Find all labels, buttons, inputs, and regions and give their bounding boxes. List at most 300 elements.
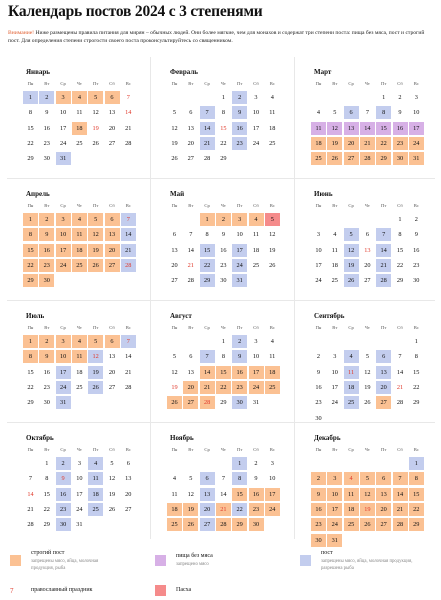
day-cell: 8 [205,231,209,239]
weekday-label: Вс [269,325,275,330]
weekday-label: Вт [44,81,50,86]
weekday-label: Вт [188,325,194,330]
day-cell: 24 [252,139,260,147]
month-6 [295,179,437,299]
day-cell: 22 [23,259,38,272]
day-cell: 17 [76,490,83,498]
day-cell: 13 [187,124,194,132]
weekday-label: Пн [171,325,178,330]
day-cell: 3 [56,91,71,104]
weekday-label: Чт [76,325,82,330]
day-cell: 26 [327,152,342,165]
day-cell: 7 [376,228,391,241]
day-cell: 11 [269,353,276,361]
day-cell: 5 [265,213,280,226]
day-cell: 26 [108,505,116,513]
day-cell: 24 [232,259,247,272]
weekday-label: Сб [109,325,115,330]
intro-body: Ниже размещены правила питания для мирян – обычных людей. Они более мягкие, чем для монахов и содержат три степени поста: пища без мяса, пост и строгий пост. Для определения степени строгости своего поста проконсультируйтесь со священником. [8,30,425,45]
day-cell: 25 [311,152,326,165]
day-cell: 5 [88,335,103,348]
weekday-label: Вс [413,81,419,86]
day-cell: 13 [125,475,132,483]
day-cell: 3 [414,94,418,101]
day-cell: 1 [409,457,424,470]
day-cell: 10 [315,246,322,254]
day-cell: 18 [72,244,87,257]
day-cell: 18 [344,503,359,516]
day-cell: 24 [76,505,83,513]
day-cell: 7 [393,472,408,485]
weekday-label: Чт [220,81,226,86]
weekday-label: Пн [315,203,322,208]
day-cell: 19 [88,244,103,257]
day-cell: 8 [376,106,391,119]
weekday-label: Пт [93,203,99,208]
day-cell: 16 [413,246,420,254]
weekday-label: Ср [348,81,354,86]
day-cell: 17 [315,261,322,269]
day-cell: 18 [252,246,260,254]
day-cell: 19 [364,383,371,391]
day-cell: 10 [331,368,338,376]
day-cell: 4 [172,475,177,483]
day-cell: 5 [360,472,375,485]
day-cell: 27 [108,383,116,391]
day-cell: 29 [409,518,424,531]
day-cell: 23 [393,137,408,150]
day-cell: 26 [360,518,375,531]
day-cell: 25 [72,259,87,272]
day-cell: 15 [23,244,38,257]
day-cell: 10 [252,353,260,361]
day-cell: 26 [364,399,371,407]
day-cell: 14 [125,109,132,117]
day-cell: 28 [393,518,408,531]
day-cell: 15 [396,246,404,254]
day-cell: 14 [393,488,408,501]
day-cell: 29 [200,274,215,287]
day-cell: 18 [167,503,182,516]
day-cell: 12 [269,231,276,239]
day-cell: 3 [77,460,81,467]
weekday-label: Пн [27,325,34,330]
weekday-label: Пн [315,81,322,86]
day-cell: 29 [43,521,50,529]
month-name: Февраль [170,68,198,76]
day-cell: 5 [333,109,337,117]
day-cell: 29 [220,155,227,163]
day-cell: 17 [56,366,71,379]
weekday-label: Чт [220,447,226,452]
month-12 [295,423,437,543]
day-cell: 23 [39,259,54,272]
day-cell: 11 [72,350,87,363]
day-cell: 4 [344,472,359,485]
day-cell: 4 [316,109,321,117]
day-cell: 19 [360,503,375,516]
day-cell: 30 [220,277,227,285]
day-cell: 14 [121,228,136,241]
day-cell: 7 [121,213,136,226]
day-cell: 19 [171,383,178,391]
day-cell: 29 [376,152,391,165]
day-cell: 11 [88,472,103,485]
day-cell: 27 [125,505,132,513]
weekday-label: Сб [109,81,115,86]
day-cell: 6 [365,231,369,239]
day-cell: 27 [344,152,359,165]
day-cell: 3 [56,335,71,348]
day-cell: 3 [316,231,321,239]
day-cell: 15 [409,488,424,501]
day-cell: 2 [398,94,402,101]
day-cell: 5 [344,228,359,241]
day-cell: 5 [88,91,103,104]
day-cell: 27 [200,518,215,531]
day-cell: 11 [331,246,338,254]
weekday-label: Ср [348,325,354,330]
legend-holiday-title: православный праздник [31,587,93,593]
weekday-label: Пт [237,203,243,208]
strict-fast-swatch [10,555,21,566]
day-cell: 24 [265,503,280,516]
weekday-label: Чт [364,81,370,86]
day-cell: 13 [200,488,215,501]
day-cell: 1 [232,457,247,470]
month-name: Июль [26,312,45,320]
weekday-label: Чт [220,203,226,208]
day-cell: 19 [344,259,359,272]
day-cell: 28 [203,155,211,163]
month-name: Март [314,68,332,76]
day-cell: 1 [23,335,38,348]
weekday-label: Вт [188,203,194,208]
day-cell: 31 [252,399,260,407]
day-cell: 11 [344,366,359,379]
day-cell: 8 [414,353,418,361]
day-cell: 7 [398,353,402,361]
day-cell: 28 [216,518,231,531]
day-cell: 25 [265,381,280,394]
day-cell: 10 [59,109,67,117]
weekday-label: Чт [220,325,226,330]
day-cell: 2 [39,335,54,348]
day-cell: 9 [398,109,402,117]
day-cell: 29 [27,399,34,407]
day-cell: 11 [252,231,260,239]
day-cell: 21 [360,137,375,150]
day-cell: 22 [396,261,404,269]
month-7 [7,301,149,421]
weekday-label: Сб [397,325,403,330]
day-cell: 19 [92,124,99,132]
day-cell: 13 [171,246,178,254]
legend-nomeat-title: пища без мяса [176,553,213,559]
day-cell: 18 [331,261,338,269]
month-name: Май [170,190,185,198]
page-title: Календарь постов 2024 с 3 степенями [8,3,263,20]
day-cell: 4 [72,335,87,348]
day-cell: 5 [172,353,177,361]
day-cell: 10 [252,109,260,117]
day-cell: 23 [315,399,322,407]
day-cell: 15 [216,366,231,379]
day-cell: 19 [183,503,198,516]
month-10 [7,423,149,543]
day-cell: 9 [254,475,258,483]
weekday-label: Вт [332,203,338,208]
day-cell: 9 [311,488,326,501]
day-cell: 8 [221,109,225,117]
weekday-label: Ср [204,203,210,208]
day-cell: 7 [200,106,215,119]
legend-fast-title: пост [321,550,333,556]
day-cell: 6 [376,350,391,363]
day-cell: 14 [27,490,34,498]
day-cell: 15 [27,124,34,132]
day-cell: 1 [221,94,225,101]
weekday-label: Сб [253,81,259,86]
day-cell: 9 [232,106,247,119]
day-cell: 6 [105,335,120,348]
day-cell: 4 [270,94,274,101]
weekday-label: Ср [204,447,210,452]
day-cell: 27 [108,139,116,147]
weekday-label: Сб [397,203,403,208]
month-1 [7,57,149,177]
day-cell: 31 [232,274,247,287]
day-cell: 2 [232,91,247,104]
day-cell: 25 [76,139,83,147]
day-cell: 21 [125,368,132,376]
day-cell: 7 [221,475,225,483]
weekday-label: Вт [332,81,338,86]
day-cell: 21 [216,503,231,516]
day-cell: 10 [327,488,342,501]
weekday-label: Пт [237,447,243,452]
day-cell: 27 [376,396,391,409]
day-cell: 12 [88,350,103,363]
day-cell: 1 [23,213,38,226]
month-8 [151,301,293,421]
day-cell: 27 [376,518,391,531]
day-cell: 14 [396,368,404,376]
day-cell: 6 [172,231,177,239]
month-4 [7,179,149,299]
day-cell: 12 [171,368,178,376]
day-cell: 26 [171,155,178,163]
weekday-label: Пн [27,81,34,86]
day-cell: 25 [269,139,276,147]
day-cell: 6 [126,460,130,467]
day-cell: 24 [331,399,338,407]
weekday-label: Сб [253,325,259,330]
day-cell: 29 [396,277,404,285]
day-cell: 16 [393,122,408,135]
day-cell: 13 [344,122,359,135]
day-cell: 8 [398,231,402,239]
day-cell: 11 [311,122,326,135]
day-cell: 9 [39,228,54,241]
day-cell: 9 [232,350,247,363]
weekday-label: Пн [315,325,322,330]
day-cell: 2 [311,472,326,485]
weekday-label: Ср [60,203,66,208]
weekday-label: Пн [171,203,178,208]
day-cell: 31 [56,396,71,409]
weekday-label: Пт [381,203,387,208]
day-cell: 28 [27,521,34,529]
easter-swatch [155,585,166,596]
weekday-label: Чт [364,447,370,452]
day-cell: 12 [187,490,194,498]
weekday-label: Вс [269,203,275,208]
day-cell: 7 [189,231,193,239]
day-cell: 21 [200,381,215,394]
day-cell: 30 [413,277,420,285]
day-cell: 22 [409,503,424,516]
day-cell: 6 [376,472,391,485]
weekday-label: Сб [109,447,115,452]
weekday-label: Пн [27,447,34,452]
weekday-label: Пн [171,447,178,452]
day-cell: 15 [43,490,50,498]
day-cell: 23 [311,518,326,531]
day-cell: 24 [409,137,424,150]
day-cell: 26 [183,518,198,531]
day-cell: 4 [72,213,87,226]
day-cell: 11 [72,228,87,241]
day-cell: 25 [344,518,359,531]
day-cell: 27 [187,155,194,163]
day-cell: 27 [364,277,371,285]
day-cell: 20 [108,124,116,132]
day-cell: 19 [88,366,103,379]
day-cell: 12 [92,109,99,117]
weekday-label: Пт [237,81,243,86]
day-cell: 10 [236,231,243,239]
day-cell: 26 [269,261,276,269]
day-cell: 19 [327,137,342,150]
day-cell: 29 [220,399,227,407]
day-cell: 17 [409,122,424,135]
day-cell: 26 [88,381,103,394]
day-cell: 3 [254,338,258,345]
weekday-label: Пт [381,325,387,330]
weekday-label: Вс [125,325,131,330]
day-cell: 22 [220,139,227,147]
day-cell: 24 [56,259,71,272]
day-cell: 5 [172,109,177,117]
day-cell: 22 [27,383,34,391]
day-cell: 15 [376,122,391,135]
day-cell: 29 [413,399,420,407]
day-cell: 21 [376,259,391,272]
day-cell: 1 [45,460,49,467]
day-cell: 1 [414,338,418,345]
day-cell: 16 [56,488,71,501]
day-cell: 26 [344,274,359,287]
day-cell: 9 [45,109,49,117]
weekday-label: Вт [188,81,194,86]
day-cell: 24 [327,518,342,531]
weekday-label: Ср [348,203,354,208]
weekday-label: Вс [413,325,419,330]
day-cell: 12 [88,228,103,241]
day-cell: 21 [121,244,136,257]
day-cell: 25 [88,503,103,516]
day-cell: 3 [56,213,71,226]
day-cell: 18 [88,488,103,501]
month-name: Январь [26,68,50,76]
day-cell: 22 [216,381,231,394]
weekday-label: Пн [27,203,34,208]
weekday-label: Сб [253,203,259,208]
day-cell: 13 [364,246,371,254]
day-cell: 16 [232,122,247,135]
day-cell: 28 [125,383,132,391]
day-cell: 6 [189,353,193,361]
weekday-label: Сб [253,447,259,452]
day-cell: 18 [265,366,280,379]
day-cell: 26 [92,139,99,147]
weekday-label: Вс [269,447,275,452]
day-cell: 28 [121,259,136,272]
day-cell: 30 [39,274,54,287]
day-cell: 16 [43,124,50,132]
day-cell: 9 [39,350,54,363]
day-cell: 14 [220,490,227,498]
day-cell: 30 [232,396,247,409]
day-cell: 11 [344,488,359,501]
day-cell: 23 [43,139,50,147]
weekday-label: Вс [125,203,131,208]
day-cell: 16 [39,244,54,257]
weekday-label: Сб [397,447,403,452]
day-cell: 23 [56,503,71,516]
day-cell: 2 [232,335,247,348]
day-cell: 16 [220,246,227,254]
day-cell: 20 [183,381,198,394]
day-cell: 20 [364,261,371,269]
month-2 [151,57,293,177]
weekday-label: Чт [76,203,82,208]
day-cell: 14 [200,366,215,379]
day-cell: 24 [315,277,322,285]
weekday-label: Вт [332,447,338,452]
day-cell: 9 [56,472,71,485]
day-cell: 23 [43,383,50,391]
day-cell: 16 [232,366,247,379]
day-cell: 3 [270,460,274,467]
day-cell: 23 [232,381,247,394]
day-cell: 30 [315,414,322,422]
day-cell: 1 [200,213,215,226]
day-cell: 8 [409,472,424,485]
day-cell: 14 [125,353,132,361]
day-cell: 28 [396,399,404,407]
day-cell: 15 [232,488,247,501]
day-cell: 8 [221,353,225,361]
day-cell: 7 [365,109,369,117]
day-cell: 13 [108,353,116,361]
day-cell: 8 [45,475,49,483]
day-cell: 17 [265,488,280,501]
day-cell: 13 [187,368,194,376]
day-cell: 24 [56,381,71,394]
day-cell: 4 [88,457,103,470]
